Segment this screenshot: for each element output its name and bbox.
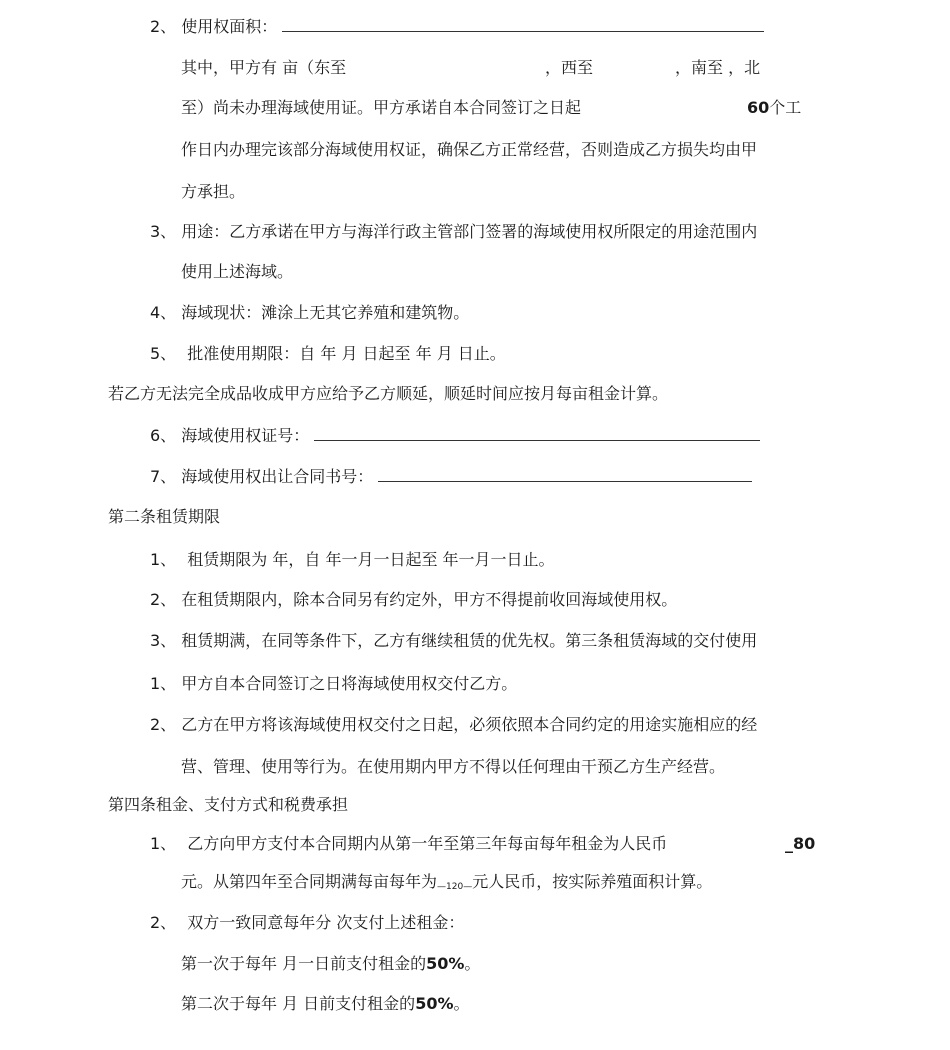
use-text: 用途：乙方承诺在甲方与海洋行政主管部门签署的海域使用权所限定的用途范围内	[181, 222, 758, 241]
item-number: 3、	[150, 631, 177, 650]
boundary-south-north	[675, 58, 760, 78]
clause-area	[150, 16, 764, 37]
cert-blank-field[interactable]	[314, 425, 760, 441]
payment-text: 第二次于每年 月 日前支付租金的	[181, 994, 416, 1013]
extension-text: 若乙方无法完全成品收成甲方应给予乙方顺延，顺延时间应按月每亩租金计算。	[108, 384, 669, 403]
item-number: 7、	[150, 467, 177, 486]
extension-line	[108, 384, 668, 404]
item-text: 乙方在甲方将该海域使用权交付之日起，必须依照本合同约定的用途实施相应的经	[181, 715, 758, 734]
clause-status	[150, 303, 469, 323]
article3-item-2	[150, 715, 757, 735]
rent-cont-text-2: 元人民币，按实际养殖面积计算。	[472, 872, 713, 891]
article2-title: 第二条租赁期限	[108, 507, 221, 526]
clause-period	[150, 344, 506, 364]
rent-cont-line	[181, 872, 712, 895]
article3-cont-line	[181, 757, 725, 777]
item-text: 双方一致同意每年分 次支付上述租金：	[187, 913, 465, 932]
contract-no-label: 海域使用权出让合同书号：	[181, 467, 374, 486]
area-label: 使用权面积：	[181, 17, 278, 36]
payment-text: 第一次于每年 月一日前支付租金的	[181, 954, 427, 973]
bear-line	[181, 182, 245, 202]
use-cont-text: 使用上述海域。	[181, 262, 294, 281]
item-number: 6、	[150, 426, 177, 445]
article3-item-1	[150, 674, 517, 694]
article2-heading	[108, 507, 220, 527]
clause-contract-no	[150, 466, 752, 487]
rent-cont-text: 元。从第四年至合同期满每亩每年为	[181, 872, 438, 891]
item-number: 2、	[150, 913, 177, 932]
boundary-east-text: 其中，甲方有 亩（东至	[181, 58, 347, 77]
boundary-south-text: ，南至 ，北	[675, 58, 761, 77]
area-blank-field[interactable]	[282, 16, 764, 32]
article2-item-3	[150, 631, 757, 651]
bear-text: 方承担。	[181, 182, 246, 201]
status-text: 海域现状：滩涂上无其它养殖和建筑物。	[181, 303, 470, 322]
payment-percent: 50%	[426, 954, 465, 973]
clause-cert	[150, 425, 760, 446]
item-number: 2、	[150, 17, 177, 36]
item-number: 3、	[150, 222, 177, 241]
rent-amount	[785, 834, 815, 854]
period-text: 批准使用期限：自 年 月 日起至 年 月 日止。	[187, 344, 506, 363]
item-number: 1、	[150, 550, 177, 569]
payment-1-line	[181, 954, 480, 974]
boundary-west	[545, 58, 593, 78]
item-number: 5、	[150, 344, 177, 363]
payment-percent: 50%	[415, 994, 454, 1013]
item-text: 租赁期限为 年，自 年一月一日起至 年一月一日止。	[187, 550, 555, 569]
promise-text: 至）尚未办理海域使用证。甲方承诺自本合同签订之日起	[181, 98, 582, 117]
item-text: 甲方自本合同签订之日将海域使用权交付乙方。	[181, 674, 518, 693]
article4-title: 第四条租金、支付方式和税费承担	[108, 795, 349, 814]
item-text: 营、管理、使用等行为。在使用期内甲方不得以任何理由干预乙方生产经营。	[181, 757, 726, 776]
cert-label: 海域使用权证号：	[181, 426, 310, 445]
days-value	[747, 98, 801, 118]
article2-item-1	[150, 550, 555, 570]
item-number: 4、	[150, 303, 177, 322]
article4-heading	[108, 795, 348, 815]
rent-amount-value: _80	[785, 834, 816, 853]
boundary-west-text: ，西至	[545, 58, 594, 77]
item-text: 租赁期满，在同等条件下，乙方有继续租赁的优先权。第三条租赁海域的交付使用	[181, 631, 758, 650]
workday-line	[181, 140, 757, 160]
contract-no-blank-field[interactable]	[378, 466, 752, 482]
use-cont-line	[181, 262, 293, 282]
promise-line	[181, 98, 581, 118]
days-unit: 个工	[769, 98, 802, 117]
article2-item-2	[150, 590, 677, 610]
item-text: 在租赁期限内，除本合同另有约定外，甲方不得提前收回海域使用权。	[181, 590, 678, 609]
rent-later-value: —120—	[437, 882, 473, 892]
workday-text: 作日内办理完该部分海域使用权证，确保乙方正常经营，否则造成乙方损失均由甲	[181, 140, 758, 159]
article4-item-1	[150, 834, 667, 854]
item-number: 2、	[150, 715, 177, 734]
item-text: 乙方向甲方支付本合同期内从第一年至第三年每亩每年租金为人民币	[187, 834, 668, 853]
boundary-line	[181, 58, 346, 78]
payment-end: 。	[464, 954, 481, 973]
item-number: 2、	[150, 590, 177, 609]
payment-2-line	[181, 994, 470, 1014]
clause-use	[150, 222, 757, 242]
item-number: 1、	[150, 834, 177, 853]
article4-item-2	[150, 913, 464, 933]
payment-end: 。	[453, 994, 470, 1013]
item-number: 1、	[150, 674, 177, 693]
days-number: 60	[747, 98, 770, 117]
